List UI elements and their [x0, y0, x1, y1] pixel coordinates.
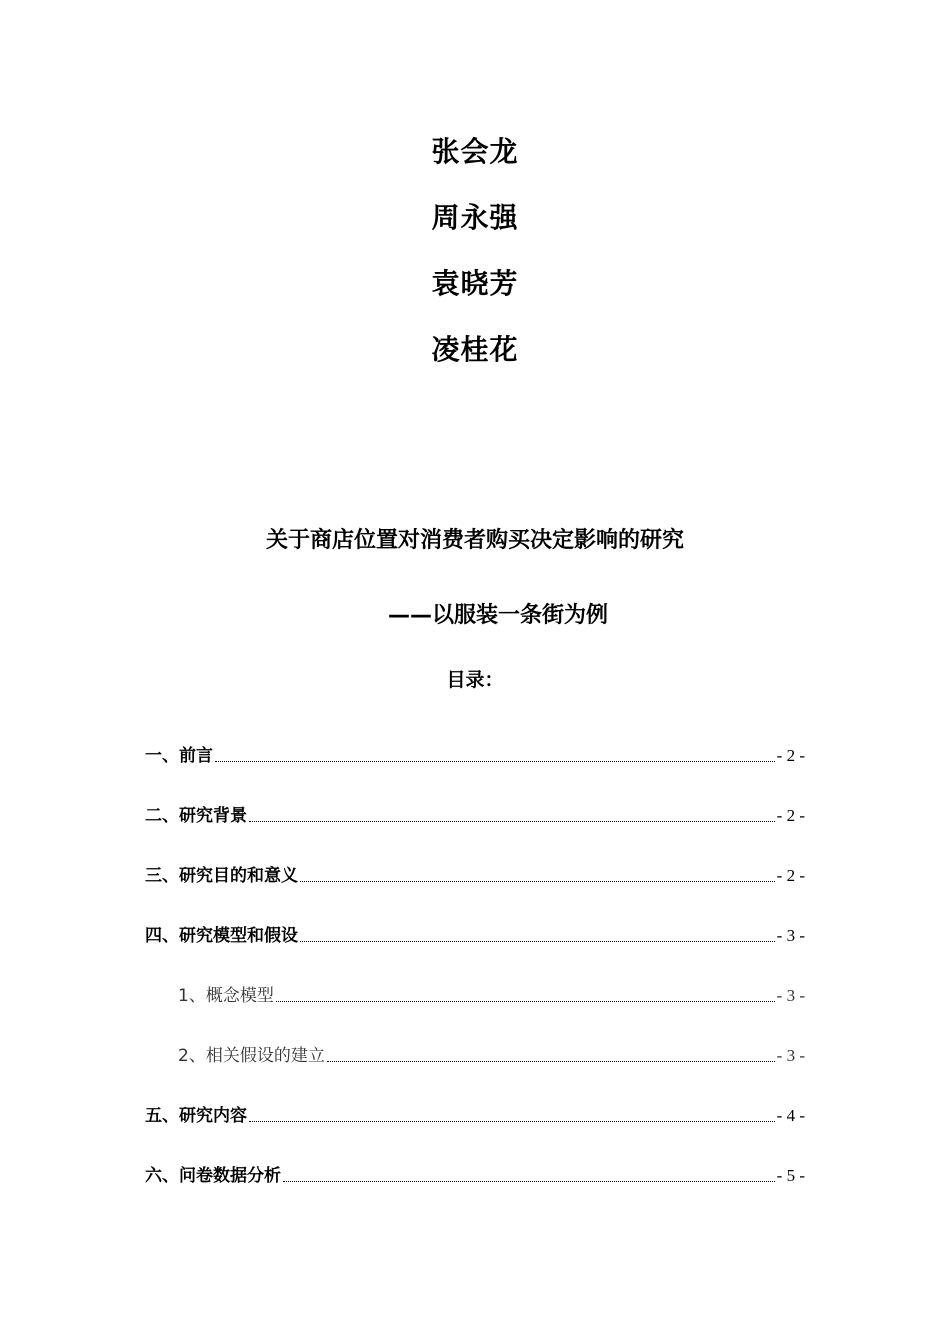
toc-entry-page: - 2 -	[776, 806, 805, 825]
document-subtitle: ——以服装一条街为例	[388, 603, 609, 628]
toc-heading: 目录：	[446, 669, 504, 691]
author-name: 周永强	[431, 201, 519, 234]
author-name: 张会龙	[431, 135, 519, 168]
toc-entry-page: - 2 -	[776, 866, 805, 885]
toc-entry-page: - 3 -	[776, 926, 805, 945]
toc-entry-label: 1、概念模型	[178, 986, 274, 1006]
toc-entry-label: 六、问卷数据分析	[145, 1166, 281, 1186]
toc-entry[interactable]	[145, 802, 805, 828]
toc-entry[interactable]	[145, 922, 805, 948]
toc-leader-dots	[249, 1120, 775, 1122]
toc-entry-label: 一、前言	[145, 746, 213, 766]
toc-entry[interactable]	[145, 1102, 805, 1128]
toc-entry[interactable]	[145, 742, 805, 768]
toc-entry-label: 四、研究模型和假设	[145, 926, 298, 946]
toc-entry[interactable]	[145, 1162, 805, 1188]
toc-entry-page: - 5 -	[776, 1166, 805, 1185]
author-name: 凌桂花	[431, 333, 519, 366]
toc-entry-label: 三、研究目的和意义	[145, 866, 298, 886]
toc-subentry[interactable]	[178, 1042, 805, 1068]
toc-leader-dots	[249, 820, 775, 822]
toc-leader-dots	[300, 880, 775, 882]
toc-entry-page: - 3 -	[776, 986, 805, 1005]
toc-leader-dots	[300, 940, 775, 942]
toc-leader-dots	[215, 760, 775, 762]
document-title: 关于商店位置对消费者购买决定影响的研究	[265, 528, 684, 553]
toc-subentry[interactable]	[178, 982, 805, 1008]
author-name: 袁晓芳	[431, 267, 519, 300]
toc-entry[interactable]	[145, 862, 805, 888]
toc-entry-page: - 2 -	[776, 746, 805, 765]
toc-leader-dots	[327, 1060, 775, 1062]
toc-entry-label: 二、研究背景	[145, 806, 247, 826]
toc-entry-page: - 3 -	[776, 1046, 805, 1065]
toc-entry-page: - 4 -	[776, 1106, 805, 1125]
toc-leader-dots	[276, 1000, 775, 1002]
toc-leader-dots	[283, 1180, 775, 1182]
toc-entry-label: 五、研究内容	[145, 1106, 247, 1126]
toc-entry-label: 2、相关假设的建立	[178, 1046, 325, 1066]
